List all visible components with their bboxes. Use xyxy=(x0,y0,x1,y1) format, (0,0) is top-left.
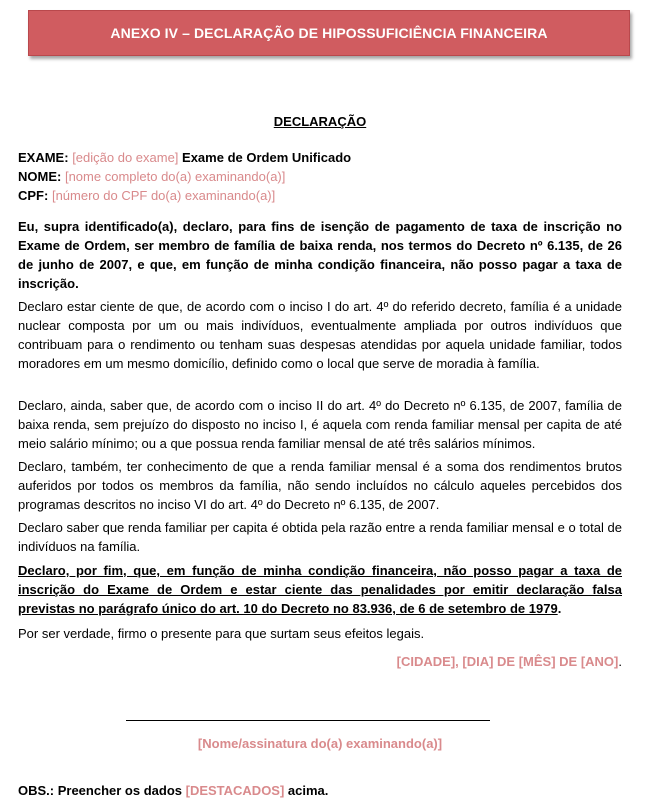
paragraph-renda-mensal: Declaro, também, ter conhecimento de que a renda familiar mensal é a soma dos rendimentos brutos auferidos por todos os membros da família, não sendo incluídos no cálculo aqueles percebidos dos programas descritos no inciso VI do art. 4º do Decreto nº 6.135, de 2007. xyxy=(18,459,622,512)
date-end: . xyxy=(618,654,622,669)
exame-value: Exame de Ordem Unificado xyxy=(178,150,352,165)
penalidades-text: Declaro, por fim, que, em função de minha condição financeira, não posso pagar a taxa de inscrição do Exame de Ordem e estar ciente das penalidades por emitir declaração falsa previstas no parágrafo único do art. 10 do Decreto no 83.936, de 6 de setembro de 1979 xyxy=(18,563,622,616)
cpf-label: CPF: xyxy=(18,188,49,203)
obs-placeholder: [DESTACADOS] xyxy=(185,783,285,798)
obs-end: acima. xyxy=(284,783,329,798)
paragraph-penalidades xyxy=(18,561,622,618)
paragraph-familia: Declaro estar ciente de que, de acordo com o inciso I do art. 4º do referido decreto, família é a unidade nuclear composta por um ou mais indivíduos, eventualmente ampliada por outros indivíduos que contribuam para o rendimento ou tenham suas despesas atendidas por aquela unidade familiar, todos moradores em um mesmo domicílio, definido como o local que serve de moradia à família. xyxy=(18,299,622,371)
intro-paragraph: Eu, supra identificado(a), declaro, para fins de isenção de pagamento de taxa de inscrição no Exame de Ordem, ser membro de família de baixa renda, nos termos do Decreto nº 6.135, de 26 de junho de 2007, e que, em função de minha condição financeira, não posso pagar a taxa de inscrição. xyxy=(18,219,622,291)
cpf-placeholder[interactable]: [número do CPF do(a) examinando(a)] xyxy=(51,188,276,203)
exame-placeholder[interactable]: [edição do exame] xyxy=(72,150,179,165)
cpf-line xyxy=(18,186,622,205)
signature-placeholder[interactable]: [Nome/assinatura do(a) examinando(a)] xyxy=(197,736,443,751)
paragraph-baixa-renda: Declaro, ainda, saber que, de acordo com o inciso II do art. 4º do Decreto nº 6.135, de 2007, família de baixa renda, sem prejuízo do disposto no inciso I, é aquela com renda familiar mensal per capita de até meio salário mínimo; ou a que possua renda familiar mensal de até três salários mínimos. xyxy=(18,398,622,451)
obs-note xyxy=(18,781,622,800)
closing-paragraph: Por ser verdade, firmo o presente para que surtam seus efeitos legais. xyxy=(18,626,425,641)
signature-line xyxy=(126,720,490,721)
nome-placeholder[interactable]: [nome completo do(a) examinando(a)] xyxy=(64,169,286,184)
date-line xyxy=(18,652,622,671)
exame-label: EXAME: xyxy=(18,150,69,165)
title-banner xyxy=(28,10,630,56)
exame-line xyxy=(18,148,622,167)
paragraph-per-capita: Declaro saber que renda familiar per capita é obtida pela razão entre a renda familiar mensal e o total de indivíduos na família. xyxy=(18,520,622,554)
nome-label: NOME: xyxy=(18,169,62,184)
date-placeholder[interactable]: [CIDADE], [DIA] DE [MÊS] DE [ANO] xyxy=(396,654,619,669)
penalidades-end: . xyxy=(557,601,562,616)
obs-label: OBS.: Preencher os dados xyxy=(18,783,186,798)
page-heading: DECLARAÇÃO xyxy=(273,114,367,129)
nome-line xyxy=(18,167,622,186)
signature-block xyxy=(18,734,622,753)
banner-title: ANEXO IV – DECLARAÇÃO DE HIPOSSUFICIÊNCIA FINANCEIRA xyxy=(110,25,548,41)
identification-block xyxy=(18,148,622,205)
